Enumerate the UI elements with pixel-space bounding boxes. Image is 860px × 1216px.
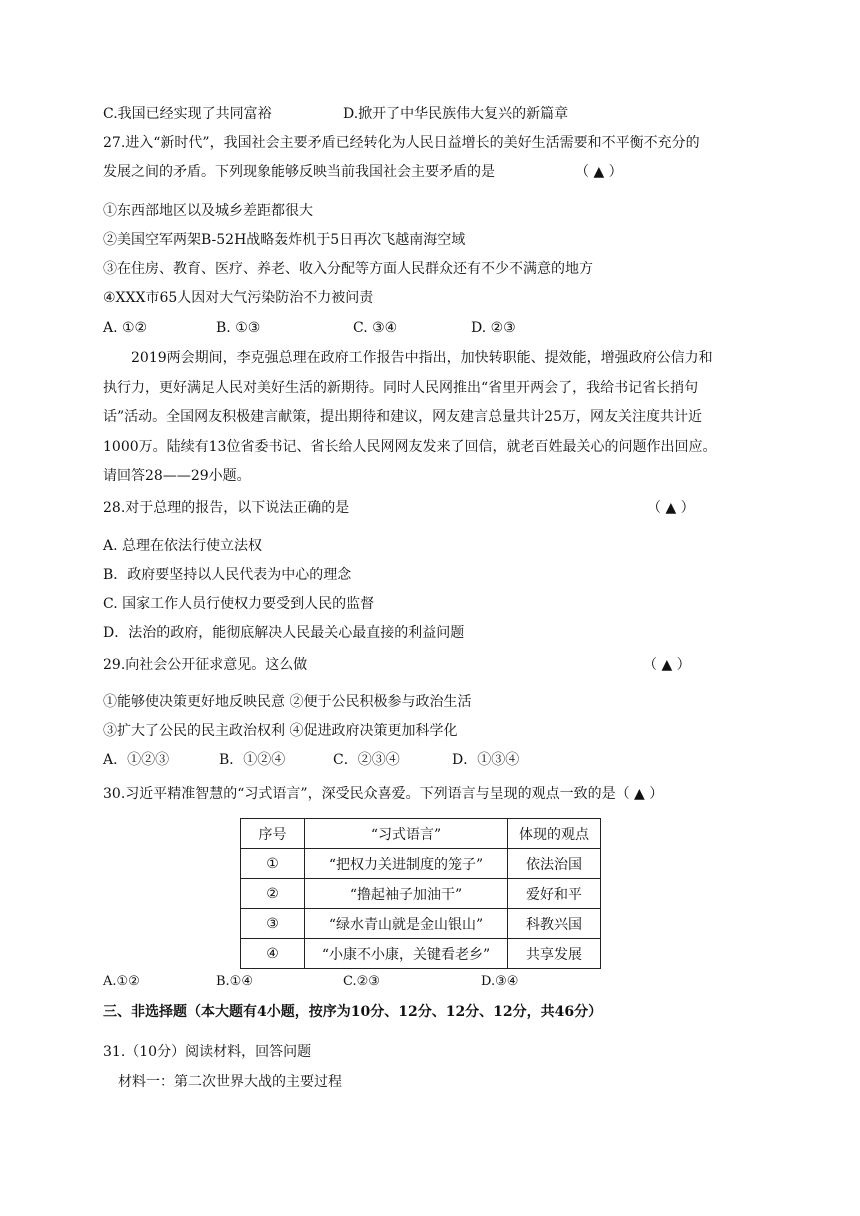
q27-item-2: ②美国空军两架B-52H战略轰炸机于5日再次飞越南海空域 <box>103 232 466 248</box>
q29-answer-mark: （ ▲ ） <box>643 657 691 673</box>
q29-stem: 29.向社会公开征求意见。这么做 <box>103 657 308 673</box>
material-paragraph <box>103 344 758 492</box>
q26-option-d: D.掀开了中华民族伟大复兴的新篇章 <box>343 106 569 122</box>
table-row <box>241 879 601 909</box>
q27-item-3: ③在住房、教育、医疗、养老、收入分配等方面人民群众还有不少不满意的地方 <box>103 261 593 277</box>
section-3-title: 三、非选择题（本大题有4小题，按序为10分、12分、12分、12分，共46分） <box>103 1004 603 1020</box>
q30-stem: 30.习近平精准智慧的“习式语言”，深受民众喜爱。下列语言与呈现的观点一致的是（ ▲ ） <box>103 786 664 802</box>
table-cell: ④ <box>241 939 305 969</box>
q28-option-a: A. 总理在依法行使立法权 <box>103 538 263 554</box>
table-header-row <box>241 819 601 849</box>
q29-option-d: D．①③④ <box>452 752 520 768</box>
q28-option-d: D．法治的政府，能彻底解决人民最关心最直接的利益问题 <box>103 625 465 641</box>
q30-option-d: D.③④ <box>481 974 519 989</box>
table-cell: “撸起袖子加油干” <box>305 879 508 909</box>
q27-option-a: A. ①② <box>103 320 148 336</box>
table-row <box>241 849 601 879</box>
table-cell: “小康不小康，关键看老乡” <box>305 939 508 969</box>
q27-item-1: ①东西部地区以及城乡差距都很大 <box>103 203 313 219</box>
q27-stem-line1: 27.进入“新时代”，我国社会主要矛盾已经转化为人民日益增长的美好生活需要和不平衡不充分的 <box>103 135 700 151</box>
q28-stem: 28.对于总理的报告，以下说法正确的是 <box>103 500 350 516</box>
table-cell: 依法治国 <box>508 849 601 879</box>
table-cell: 共享发展 <box>508 939 601 969</box>
table-cell: ③ <box>241 909 305 939</box>
material-line-3: 话”活动。全国网友积极建言献策，提出期待和建议，网友建言总量共计25万，网友关注度共计近 <box>103 409 702 425</box>
q27-option-c: C. ③④ <box>353 320 398 336</box>
q28-option-b: B．政府要坚持以人民代表为中心的理念 <box>103 567 352 583</box>
table-row <box>241 909 601 939</box>
table-cell: 科教兴国 <box>508 909 601 939</box>
q30-option-c: C.②③ <box>343 974 380 989</box>
table-header-cell: 序号 <box>241 819 305 849</box>
q27-stem-line2: 发展之间的矛盾。下列现象能够反映当前我国社会主要矛盾的是 <box>103 164 495 180</box>
q29-option-a: A．①②③ <box>103 752 170 768</box>
q31-material-1: 材料一：第二次世界大战的主要过程 <box>118 1074 342 1090</box>
table-cell: “绿水青山就是金山银山” <box>305 909 508 939</box>
q31-stem: 31.（10分）阅读材料，回答问题 <box>103 1044 312 1060</box>
q27-answer-mark: （ ▲ ） <box>575 164 623 180</box>
q27-item-4: ④XXX市65人因对大气污染防治不力被问责 <box>103 290 374 306</box>
q30-option-b: B.①④ <box>216 974 253 989</box>
table-cell: ① <box>241 849 305 879</box>
q30-table <box>240 818 601 969</box>
material-line-1: 2019两会期间，李克强总理在政府工作报告中指出，加快转职能、提效能，增强政府公信力和 <box>131 350 713 366</box>
q29-items-line2: ③扩大了公民的民主政治权利 ④促进政府决策更加科学化 <box>103 723 458 739</box>
material-line-4: 1000万。陆续有13位省委书记、省长给人民网网友发来了回信，就老百姓最关心的问题作出回应。 <box>103 438 717 455</box>
material-line-2: 执行力，更好满足人民对美好生活的新期待。同时人民网推出“省里开两会了，我给书记省长捎句 <box>103 379 699 396</box>
q28-option-c: C. 国家工作人员行使权力要受到人民的监督 <box>103 596 375 612</box>
q29-items-line1: ①能够使决策更好地反映民意 ②便于公民积极参与政治生活 <box>103 694 472 710</box>
table-cell: 爱好和平 <box>508 879 601 909</box>
table-row <box>241 939 601 969</box>
table-cell: “把权力关进制度的笼子” <box>305 849 508 879</box>
q28-answer-mark: （ ▲ ） <box>647 500 695 516</box>
q30-option-a: A.①② <box>103 974 140 989</box>
q29-option-c: C．②③④ <box>333 752 400 768</box>
q26-option-c: C.我国已经实现了共同富裕 <box>103 106 272 122</box>
q27-option-b: B. ①③ <box>216 320 261 336</box>
table-header-cell: “习式语言” <box>305 819 508 849</box>
q27-option-d: D. ②③ <box>471 320 516 336</box>
table-cell: ② <box>241 879 305 909</box>
table-header-cell: 体现的观点 <box>508 819 601 849</box>
q29-option-b: B．①②④ <box>219 752 286 768</box>
material-line-5: 请回答28——29小题。 <box>103 468 251 484</box>
